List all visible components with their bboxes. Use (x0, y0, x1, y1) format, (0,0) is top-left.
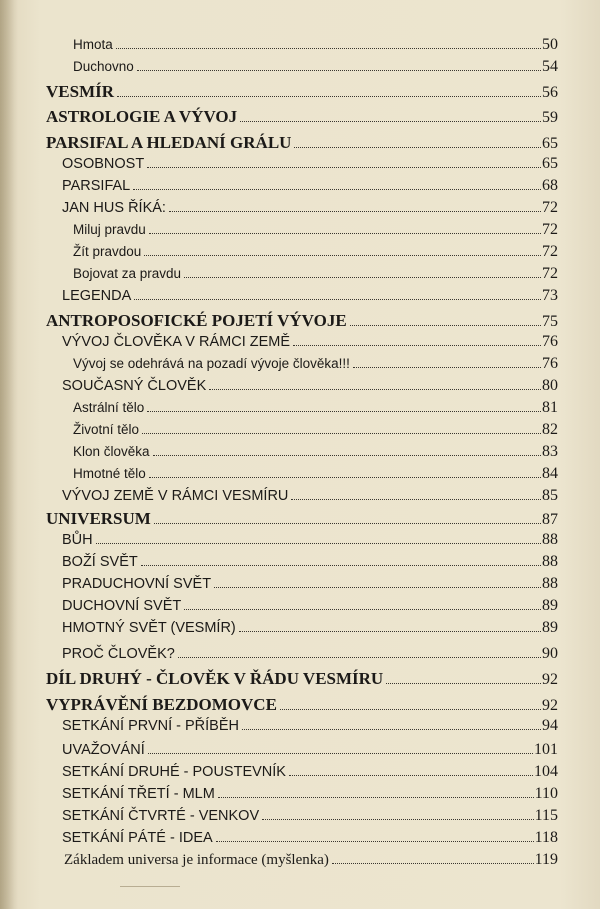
toc-entry (62, 333, 558, 351)
toc-entry (46, 133, 558, 153)
dot-leader (169, 211, 541, 212)
toc-entry-title: Vývoj se odehrává na pozadí vývoje člověka!!! (73, 356, 350, 371)
toc-entry-page-number: 115 (534, 807, 558, 824)
toc-entry-page-number: 92 (542, 671, 558, 688)
toc-entry-title: Základem universa je informace (myšlenka) (64, 852, 329, 868)
toc-entry (62, 807, 558, 825)
dot-leader (239, 631, 541, 632)
toc-entry (73, 243, 558, 261)
dot-leader (142, 433, 541, 434)
dot-leader (262, 819, 533, 820)
toc-entry-page-number: 65 (542, 135, 558, 152)
binding-shadow (0, 0, 18, 909)
dot-leader (332, 863, 534, 864)
dot-leader (144, 255, 541, 256)
dot-leader (293, 345, 541, 346)
toc-entry-page-number: 88 (542, 553, 558, 570)
toc-entry-title: Astrální tělo (73, 400, 145, 415)
dot-leader (294, 147, 541, 148)
toc-entry (73, 36, 558, 54)
toc-entry-page-number: 80 (542, 377, 558, 394)
toc-entry-page-number: 110 (534, 785, 558, 802)
toc-entry-title: PROČ ČLOVĚK? (62, 646, 175, 662)
toc-entry-title: ASTROLOGIE A VÝVOJ (46, 107, 238, 126)
toc-entry-page-number: 89 (542, 597, 558, 614)
toc-entry (73, 399, 558, 417)
toc-entry (62, 287, 558, 305)
dot-leader (153, 455, 541, 456)
toc-entry-page-number: 72 (542, 199, 558, 216)
toc-entry-page-number: 87 (542, 511, 558, 528)
toc-entry-page-number: 81 (542, 399, 558, 416)
dot-leader (117, 96, 541, 97)
dot-leader (147, 167, 541, 168)
dot-leader (184, 609, 541, 610)
dot-leader (240, 121, 541, 122)
toc-entry-title: VESMÍR (46, 82, 115, 101)
toc-entry (62, 377, 558, 395)
toc-entry (62, 829, 558, 847)
toc-entry-page-number: 118 (534, 829, 558, 846)
dot-leader (280, 709, 541, 710)
toc-entry (73, 421, 558, 439)
toc-entry-title: Klon člověka (73, 444, 150, 459)
toc-entry-title: VÝVOJ ČLOVĚKA V RÁMCI ZEMĚ (62, 334, 291, 350)
toc-entry-page-number: 68 (542, 177, 558, 194)
toc-entry-title: BOŽÍ SVĚT (62, 554, 138, 570)
toc-entry (62, 619, 558, 637)
toc-entry-page-number: 88 (542, 531, 558, 548)
toc-entry-title: HMOTNÝ SVĚT (VESMÍR) (62, 620, 236, 636)
toc-entry-page-number: 101 (534, 741, 558, 758)
dot-leader (148, 753, 533, 754)
toc-entry-page-number: 59 (542, 109, 558, 126)
toc-entry-title: UNIVERSUM (46, 509, 151, 528)
toc-entry (62, 785, 558, 803)
toc-entry (62, 553, 558, 571)
dot-leader (216, 841, 534, 842)
dot-leader (289, 775, 533, 776)
dot-leader (218, 797, 534, 798)
toc-entry-title: DUCHOVNÍ SVĚT (62, 598, 182, 614)
toc-entry-page-number: 76 (542, 355, 558, 372)
toc-entry (62, 597, 558, 615)
toc-entry-page-number: 56 (542, 84, 558, 101)
dot-leader (133, 189, 541, 190)
toc-entry (62, 763, 558, 781)
toc-entry (73, 443, 558, 461)
dot-leader (96, 543, 541, 544)
dot-leader (141, 565, 541, 566)
toc-entry-title: OSOBNOST (62, 156, 145, 172)
toc-entry-page-number: 104 (534, 763, 558, 780)
toc-entry-page-number: 73 (542, 287, 558, 304)
toc-entry-title: Duchovno (73, 59, 134, 74)
dot-leader (184, 277, 541, 278)
toc-entry-page-number: 75 (542, 313, 558, 330)
dot-leader (134, 299, 541, 300)
toc-entry (46, 669, 558, 689)
toc-entry (62, 531, 558, 549)
toc-entry-page-number: 94 (542, 717, 558, 734)
toc-entry (62, 199, 558, 217)
toc-entry-page-number: 72 (542, 221, 558, 238)
toc-entry (46, 82, 558, 102)
toc-entry-title: Žít pravdou (73, 244, 142, 259)
toc-entry-title: SETKÁNÍ DRUHÉ - POUSTEVNÍK (62, 764, 286, 780)
toc-entry (62, 177, 558, 195)
toc-entry-page-number: 90 (542, 645, 558, 662)
toc-entry-title: PRADUCHOVNÍ SVĚT (62, 576, 212, 592)
toc-entry (46, 311, 558, 331)
toc-entry-page-number: 82 (542, 421, 558, 438)
dot-leader (137, 70, 541, 71)
toc-entry (46, 509, 558, 529)
dot-leader (209, 389, 541, 390)
toc-entry-page-number: 119 (534, 851, 558, 868)
toc-entry (73, 265, 558, 283)
dot-leader (154, 523, 541, 524)
toc-entry-page-number: 50 (542, 36, 558, 53)
toc-entry (46, 695, 558, 715)
toc-entry-page-number: 85 (542, 487, 558, 504)
toc-entry-title: SETKÁNÍ TŘETÍ - MLM (62, 786, 215, 802)
toc-entry-page-number: 65 (542, 155, 558, 172)
toc-entry-page-number: 84 (542, 465, 558, 482)
toc-entry-title: SETKÁNÍ PÁTÉ - IDEA (62, 830, 213, 846)
toc-entry-title: JAN HUS ŘÍKÁ: (62, 200, 166, 216)
dot-leader (149, 233, 541, 234)
toc-entry-title: SOUČASNÝ ČLOVĚK (62, 378, 207, 394)
dot-leader (116, 48, 541, 49)
dot-leader (214, 587, 541, 588)
toc-entry-page-number: 88 (542, 575, 558, 592)
toc-entry-title: BŮH (62, 532, 93, 548)
toc-entry (73, 221, 558, 239)
dot-leader (242, 729, 541, 730)
toc-entry (62, 487, 558, 505)
toc-entry-page-number: 72 (542, 243, 558, 260)
toc-entry-title: Hmota (73, 37, 113, 52)
toc-entry-title: UVAŽOVÁNÍ (62, 742, 145, 758)
toc-entry-title: PARSIFAL (62, 178, 131, 194)
dot-leader (386, 683, 541, 684)
dot-leader (350, 325, 541, 326)
toc-entry-title: SETKÁNÍ PRVNÍ - PŘÍBĚH (62, 718, 239, 734)
toc-entry-title: Bojovat za pravdu (73, 266, 182, 281)
toc-entry (73, 355, 558, 373)
toc-entry (62, 741, 558, 759)
page-rule (120, 886, 180, 887)
toc-entry-title: DÍL DRUHÝ - ČLOVĚK V ŘÁDU VESMÍRU (46, 669, 384, 688)
toc-entry-title: SETKÁNÍ ČTVRTÉ - VENKOV (62, 808, 260, 824)
toc-entry-title: Hmotné tělo (73, 466, 146, 481)
toc-entry-page-number: 72 (542, 265, 558, 282)
toc-entry (62, 155, 558, 173)
dot-leader (291, 499, 541, 500)
dot-leader (353, 367, 541, 368)
toc-entry-title: PARSIFAL A HLEDANÍ GRÁLU (46, 133, 292, 152)
toc-entry-title: VYPRÁVĚNÍ BEZDOMOVCE (46, 695, 277, 714)
toc-entry-page-number: 54 (542, 58, 558, 75)
toc-entry (62, 717, 558, 735)
toc-entry (64, 851, 558, 869)
dot-leader (178, 657, 541, 658)
toc-entry-page-number: 83 (542, 443, 558, 460)
toc-entry-page-number: 89 (542, 619, 558, 636)
toc-entry (46, 107, 558, 127)
toc-entry (62, 645, 558, 663)
toc-entry (62, 575, 558, 593)
toc-entry-title: VÝVOJ ZEMĚ V RÁMCI VESMÍRU (62, 488, 289, 504)
toc-entry-page-number: 92 (542, 697, 558, 714)
toc-entry-title: Miluj pravdu (73, 222, 146, 237)
toc-entry-title: ANTROPOSOFICKÉ POJETÍ VÝVOJE (46, 311, 347, 330)
toc-entry-page-number: 76 (542, 333, 558, 350)
toc-entry-title: LEGENDA (62, 288, 132, 304)
toc-entry (73, 58, 558, 76)
dot-leader (147, 411, 541, 412)
toc-entry (73, 465, 558, 483)
toc-entry-title: Životní tělo (73, 422, 140, 437)
dot-leader (149, 477, 541, 478)
